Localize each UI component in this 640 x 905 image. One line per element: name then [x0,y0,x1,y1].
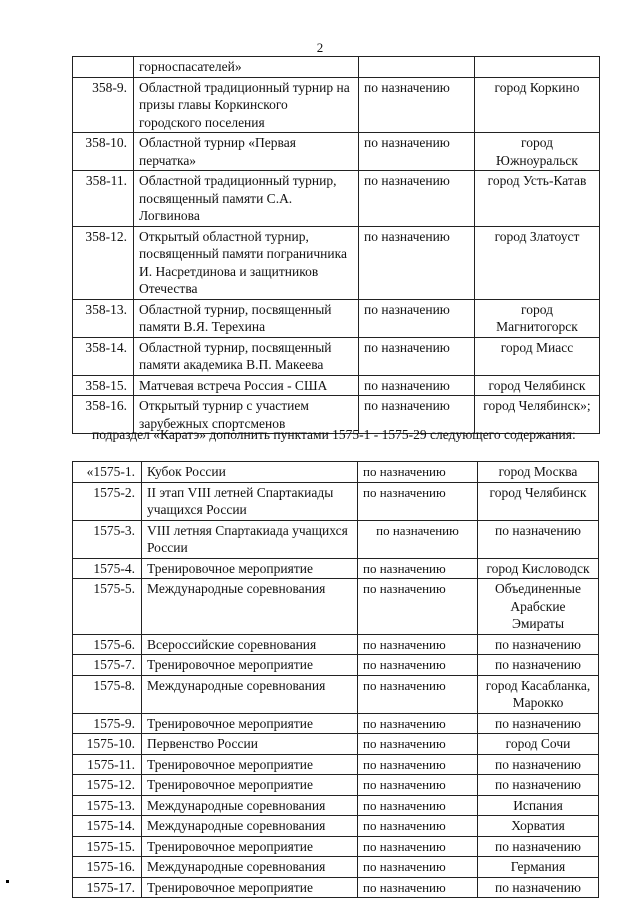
row-number: 1575-7. [73,655,142,676]
event-place: Хорватия [478,816,599,837]
event-name: Первенство России [142,734,358,755]
event-name: Тренировочное мероприятие [142,775,358,796]
row-number: 358-14. [73,337,134,375]
amendment-text: подраздел «Каратэ» дополнить пунктами 1575-1 - 1575-29 следующего содержания: [92,427,576,442]
table-row [73,482,599,520]
event-name: Областной традиционный турнир, посвященный памяти С.А. Логвинова [134,171,359,227]
event-place: по назначению [478,713,599,734]
table-row [73,57,600,78]
table-row [73,754,599,775]
event-name: Тренировочное мероприятие [142,754,358,775]
event-name: горноспасателей» [134,57,359,78]
row-number: 1575-17. [73,877,142,898]
event-name: Тренировочное мероприятие [142,713,358,734]
event-date: по назначению [359,77,475,133]
event-place: город Южноуральск [475,133,600,171]
event-name: Областной турнир «Первая перчатка» [134,133,359,171]
event-place: город Миасс [475,337,600,375]
event-name: Международные соревнования [142,816,358,837]
row-number: 358-13. [73,299,134,337]
event-place [475,57,600,78]
row-number: 1575-10. [73,734,142,755]
row-number [73,57,134,78]
table-row [73,375,600,396]
row-number: 358-11. [73,171,134,227]
event-place: город Коркино [475,77,600,133]
event-name: Тренировочное мероприятие [142,558,358,579]
event-date: по назначению [358,520,478,558]
event-date: по назначению [358,754,478,775]
table-row [73,675,599,713]
event-name: Тренировочное мероприятие [142,877,358,898]
table-row [73,857,599,878]
row-number: «1575-1. [73,462,142,483]
event-name: Всероссийские соревнования [142,634,358,655]
table-row [73,558,599,579]
event-name: Международные соревнования [142,795,358,816]
event-date: по назначению [358,462,478,483]
event-date: по назначению [359,299,475,337]
event-date: по назначению [358,836,478,857]
event-date: по назначению [358,775,478,796]
row-number: 358-10. [73,133,134,171]
table-row [73,520,599,558]
table-row [73,713,599,734]
event-date: по назначению [358,857,478,878]
table-row [73,77,600,133]
row-number: 1575-3. [73,520,142,558]
event-date: по назначению [358,655,478,676]
event-name: Областной турнир, посвященный памяти В.Я. Терехина [134,299,359,337]
event-date: по назначению [358,795,478,816]
sports-events-table-boxing [72,56,600,434]
event-date: по назначению [358,713,478,734]
event-date: по назначению [358,579,478,635]
table2-body [73,462,599,898]
event-name: Областной турнир, посвященный памяти академика В.П. Макеева [134,337,359,375]
event-date: по назначению [359,171,475,227]
event-place: по назначению [478,754,599,775]
row-number: 358-9. [73,77,134,133]
table-row [73,775,599,796]
event-place: по назначению [478,634,599,655]
table-row [73,795,599,816]
event-date: по назначению [359,375,475,396]
table-row [73,877,599,898]
event-place: город Усть-Катав [475,171,600,227]
table-row [73,579,599,635]
table-row [73,816,599,837]
row-number: 1575-6. [73,634,142,655]
row-number: 358-16. [73,396,134,434]
table-row [73,836,599,857]
event-place: по назначению [478,836,599,857]
table-row [73,734,599,755]
event-date: по назначению [358,558,478,579]
table-row [73,133,600,171]
row-number: 1575-14. [73,816,142,837]
event-date: по назначению [358,675,478,713]
event-name: Открытый областной турнир, посвященный памяти пограничника И. Насретдинова и защитников Отечества [134,226,359,299]
event-date: по назначению [358,734,478,755]
event-place: город Магнитогорск [475,299,600,337]
event-place: город Кисловодск [478,558,599,579]
sports-events-table-karate [72,461,599,898]
event-date: по назначению [359,396,475,434]
table-row [73,171,600,227]
event-place: Испания [478,795,599,816]
table-row [73,226,600,299]
event-name: Международные соревнования [142,857,358,878]
event-place: Германия [478,857,599,878]
event-date: по назначению [358,877,478,898]
row-number: 1575-5. [73,579,142,635]
table-row [73,299,600,337]
event-name: II этап VIII летней Спартакиады учащихся России [142,482,358,520]
event-place: город Челябинск»; [475,396,600,434]
row-number: 1575-16. [73,857,142,878]
row-number: 358-12. [73,226,134,299]
event-place: Объединенные Арабские Эмираты [478,579,599,635]
event-date: по назначению [359,226,475,299]
event-name: Международные соревнования [142,579,358,635]
table1-body [73,57,600,434]
table-row [73,337,600,375]
page-number: 2 [316,40,324,55]
table-row [73,634,599,655]
event-date: по назначению [358,816,478,837]
event-place: город Касабланка, Марокко [478,675,599,713]
amendment-paragraph [72,426,598,443]
row-number: 1575-2. [73,482,142,520]
event-place: по назначению [478,655,599,676]
event-name: Кубок России [142,462,358,483]
event-date [359,57,475,78]
event-name: Открытый турнир с участием зарубежных спортсменов [134,396,359,434]
event-name: Тренировочное мероприятие [142,836,358,857]
row-number: 1575-15. [73,836,142,857]
event-date: по назначению [359,133,475,171]
event-place: город Москва [478,462,599,483]
table-row [73,655,599,676]
event-date: по назначению [358,482,478,520]
scan-artifact-dot [6,880,9,883]
event-place: город Челябинск [475,375,600,396]
row-number: 1575-12. [73,775,142,796]
event-date: по назначению [359,337,475,375]
row-number: 358-15. [73,375,134,396]
row-number: 1575-13. [73,795,142,816]
event-name: Матчевая встреча Россия - США [134,375,359,396]
row-number: 1575-9. [73,713,142,734]
event-place: город Сочи [478,734,599,755]
event-date: по назначению [358,634,478,655]
row-number: 1575-8. [73,675,142,713]
event-place: по назначению [478,877,599,898]
event-name: Областной традиционный турнир на призы главы Коркинского городского поселения [134,77,359,133]
row-number: 1575-4. [73,558,142,579]
event-place: по назначению [478,775,599,796]
event-place: город Златоуст [475,226,600,299]
event-name: Тренировочное мероприятие [142,655,358,676]
row-number: 1575-11. [73,754,142,775]
event-name: VIII летняя Спартакиада учащихся России [142,520,358,558]
event-name: Международные соревнования [142,675,358,713]
event-place: по назначению [478,520,599,558]
event-place: город Челябинск [478,482,599,520]
table-row [73,462,599,483]
